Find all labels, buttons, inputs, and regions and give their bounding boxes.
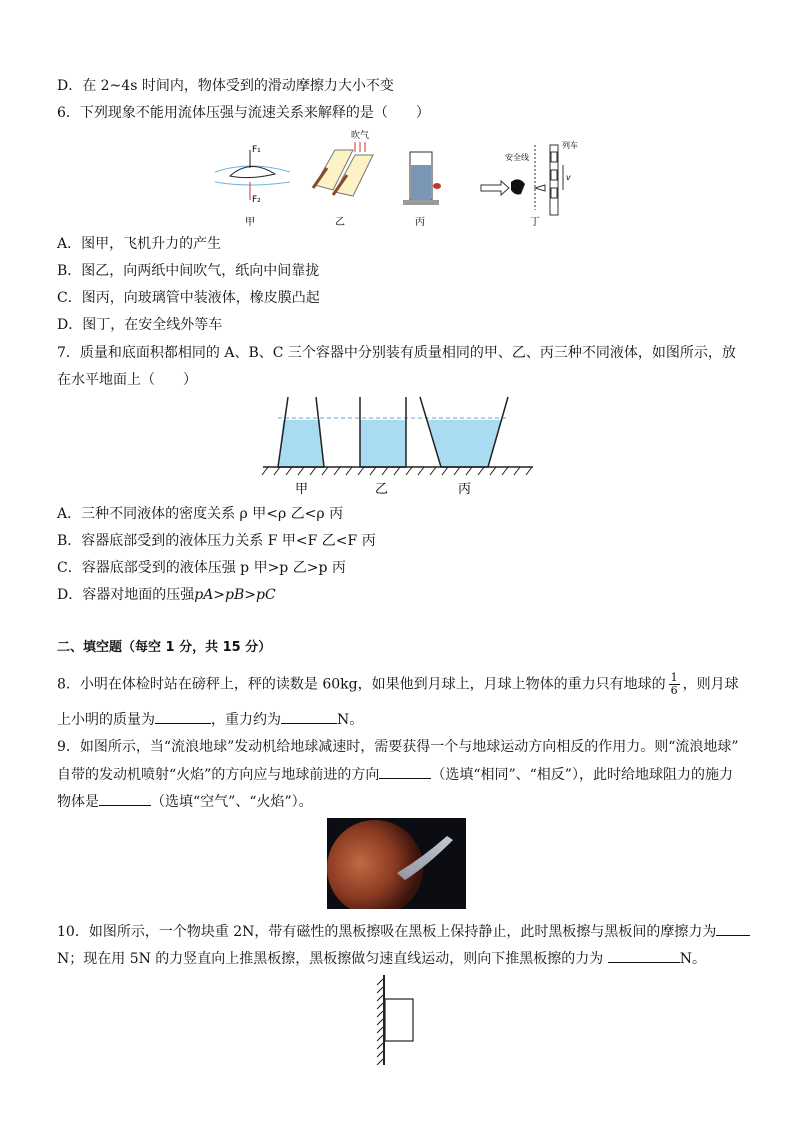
q8-line2: 上小明的质量为 ，重力约为 N。 — [57, 709, 363, 730]
label-blow: 吹气 — [351, 131, 370, 141]
container-label-jia: 甲 — [295, 482, 309, 497]
q7-option-a: A．三种不同液体的密度关系 ρ 甲<ρ 乙<ρ 丙 — [57, 506, 344, 522]
blackboard-eraser-figure — [372, 975, 422, 1067]
q6-option-a: A．图甲，飞机升力的产生 — [57, 236, 222, 252]
q6-option-d: D．图丁，在安全线外等车 — [57, 317, 223, 333]
container-label-yi: 乙 — [375, 482, 389, 497]
label-ding: 丁 — [530, 217, 540, 228]
label-safety-line: 安全线 — [505, 153, 529, 162]
q7-option-c: C．容器底部受到的液体压强 p 甲>p 乙>p 丙 — [57, 560, 346, 576]
q9-object-blank[interactable] — [99, 791, 151, 806]
label-bing: 丙 — [415, 217, 425, 228]
label-train: 列车 — [562, 141, 578, 150]
q8-part1: 8．小明在体检时站在磅秤上，秤的读数是 60kg，如果他到月球上，月球上物体的重力只有地球的 — [57, 676, 666, 693]
fig-yi-papers — [313, 130, 373, 228]
q7-containers-figure — [258, 395, 538, 500]
q7-option-b: B．容器底部受到的液体压力关系 F 甲<F 乙<F 丙 — [57, 533, 376, 549]
label-yi: 乙 — [335, 217, 345, 228]
q9-line3: 物体是 （选填“空气”、“火焰”）。 — [57, 791, 313, 812]
fig-jia-wing — [215, 145, 290, 228]
q8-mass-blank[interactable] — [155, 709, 211, 724]
label-jia: 甲 — [245, 217, 255, 228]
q9-direction-blank[interactable] — [379, 764, 431, 779]
q7-option-d-formula: pA>pB>pC — [194, 587, 276, 603]
section-2-title: 二、填空题（每空 1 分，共 15 分） — [57, 640, 272, 655]
q9-line1: 9．如图所示，当“流浪地球”发动机给地球减速时，需要获得一个与地球运动方向相反的作用力。则“流浪地球” — [57, 739, 739, 755]
q6-option-b: B．图乙，向两纸中间吹气，纸向中间靠拢 — [57, 263, 320, 279]
q7-stem-line2: 在水平地面上（ ） — [57, 372, 197, 388]
q10-force-blank[interactable] — [608, 948, 680, 963]
q6-stem: 6．下列现象不能用流体压强与流速关系来解释的是（ ） — [57, 105, 430, 121]
fig-ding-platform — [481, 140, 578, 228]
q10-line2: N；现在用 5N 的力竖直向上推黑板擦，黑板擦做匀速直线运动，则向下推黑板擦的力为 N。 — [57, 948, 706, 969]
label-v: v — [566, 173, 571, 182]
q10-line1: 10．如图所示，一个物块重 2N，带有磁性的黑板擦吸在黑板上保持静止，此时黑板擦与黑板间的摩擦力为 — [57, 921, 750, 942]
q7-option-d — [57, 585, 276, 605]
q7-option-d-prefix: D．容器对地面的压强 — [57, 587, 195, 603]
fraction-one-sixth: $\frac{1}{6}$ — [670, 671, 678, 697]
wandering-earth-photo — [327, 818, 466, 909]
q8-part2: ，则月球 — [682, 676, 739, 693]
q6-figure — [205, 130, 600, 230]
q8-gravity-blank[interactable] — [281, 709, 337, 724]
q10-friction-blank[interactable] — [716, 921, 750, 936]
label-f1: F₁ — [252, 145, 261, 155]
label-f2: F₂ — [252, 195, 261, 205]
container-label-bing: 丙 — [458, 482, 472, 497]
q9-line2: 自带的发动机喷射“火焰”的方向应与地球前进的方向 （选填“相同”、“相反”），此时给地球阻力的施力 — [57, 764, 733, 785]
q5-option-d: D．在 2~4s 时间内，物体受到的滑动摩擦力大小不变 — [57, 78, 394, 94]
fig-bing-tube — [403, 152, 441, 228]
q6-option-c: C．图丙，向玻璃管中装液体，橡皮膜凸起 — [57, 290, 320, 306]
q7-stem-line1: 7．质量和底面积都相同的 A、B、C 三个容器中分别装有质量相同的甲、乙、丙三种不同液体，如图所示，放 — [57, 345, 736, 361]
q8-line1 — [57, 672, 739, 697]
